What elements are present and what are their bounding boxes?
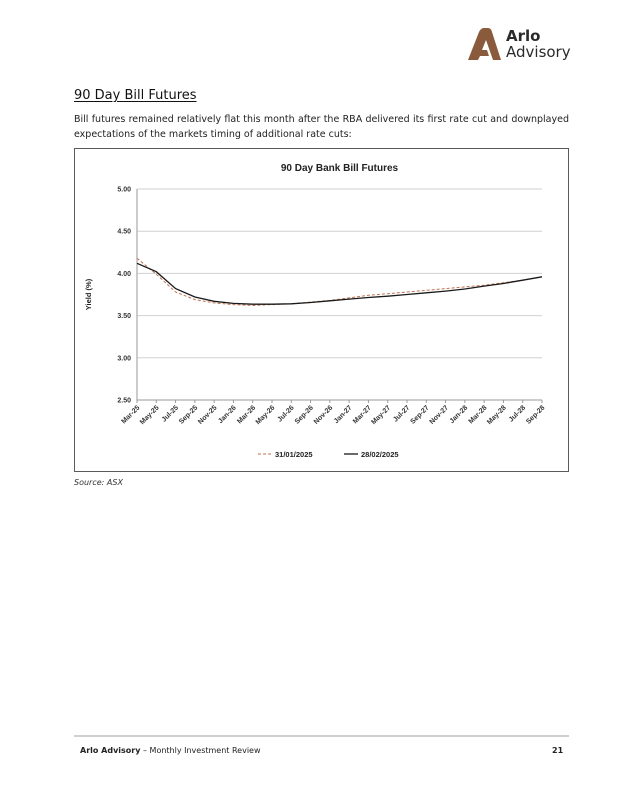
y-tick-label: 5.00 <box>117 186 131 194</box>
x-tick-label: Mar-25 <box>120 404 142 426</box>
x-tick-label: Jan-27 <box>332 404 354 426</box>
x-tick-label: Jul-27 <box>392 404 412 424</box>
brand-name-line1: Arlo <box>506 27 541 45</box>
footer-divider <box>74 735 569 737</box>
y-tick-label: 3.50 <box>117 313 131 321</box>
section-title: 90 Day Bill Futures <box>74 88 197 103</box>
page-number: 21 <box>552 746 564 755</box>
footer-suffix: – Monthly Investment Review <box>140 746 261 755</box>
arlo-logo-mark-icon <box>466 28 502 62</box>
brand-name-line2: Advisory <box>506 43 571 61</box>
y-tick-label: 2.50 <box>117 397 131 405</box>
series-line-1 <box>137 258 542 305</box>
source-note: Source: ASX <box>74 478 123 487</box>
legend-label-1: 31/01/2025 <box>275 450 313 459</box>
chart-frame <box>74 148 569 472</box>
intro-paragraph: Bill futures remained relatively flat this month after the RBA delivered its first rate cut and downplayed expectations of the markets timing of additional rate cuts: <box>74 114 569 140</box>
x-tick-label: Mar-28 <box>467 404 489 426</box>
x-tick-label: Nov-27 <box>428 404 450 426</box>
x-tick-label: Jul-26 <box>276 404 296 424</box>
x-tick-label: Mar-27 <box>351 404 373 426</box>
x-tick-label: Sep-27 <box>409 404 431 426</box>
x-tick-label: Sep-28 <box>525 404 547 426</box>
x-tick-label: Sep-26 <box>293 404 315 426</box>
bill-futures-chart <box>75 149 568 471</box>
x-tick-label: May-27 <box>370 404 393 427</box>
y-tick-label: 3.00 <box>117 355 131 363</box>
x-tick-label: May-25 <box>138 404 161 427</box>
footer-text <box>80 746 261 755</box>
x-tick-label: Nov-25 <box>197 404 219 426</box>
x-tick-label: Jul-25 <box>160 404 180 424</box>
brand-logo <box>466 28 576 64</box>
series-line-2 <box>137 263 542 304</box>
footer-brand: Arlo Advisory <box>80 746 141 755</box>
x-tick-label: Jul-28 <box>507 404 528 424</box>
x-tick-label: May-28 <box>486 404 508 427</box>
x-tick-label: Mar-26 <box>236 404 258 426</box>
x-tick-label: Nov-26 <box>312 404 335 426</box>
chart-title: 90 Day Bank Bill Futures <box>280 163 399 174</box>
y-tick-label: 4.00 <box>117 270 131 278</box>
legend-label-2: 28/02/2025 <box>361 450 399 459</box>
x-tick-label: Jan-26 <box>217 404 238 426</box>
x-tick-label: Sep-25 <box>178 404 200 426</box>
x-tick-label: Jan-28 <box>448 404 470 426</box>
y-tick-label: 4.50 <box>117 228 131 236</box>
y-axis-label: Yield (%) <box>84 278 93 311</box>
x-tick-label: May-26 <box>254 404 277 427</box>
